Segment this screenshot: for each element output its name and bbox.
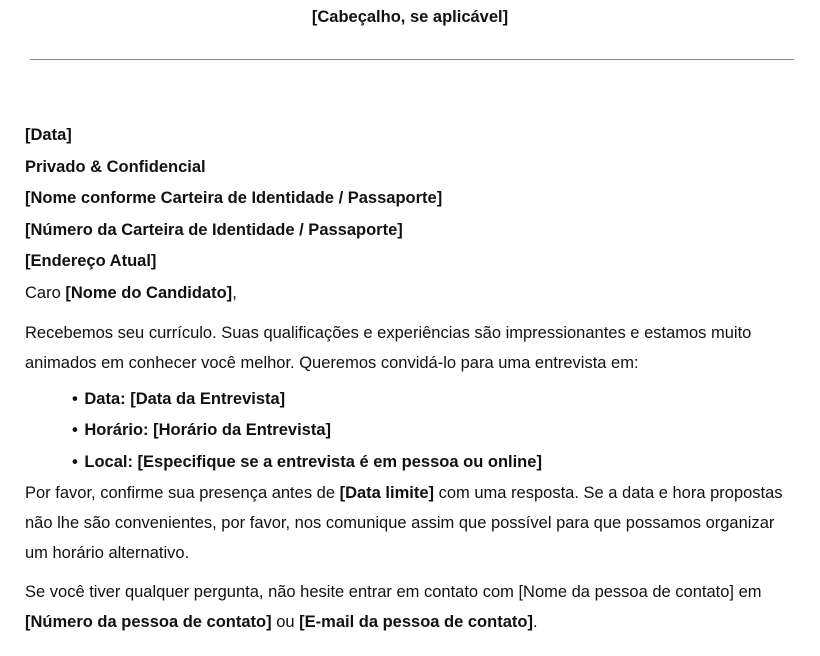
header-placeholder: [Cabeçalho, se aplicável] <box>311 8 509 26</box>
detail-time: Horário: [Horário da Entrevista] <box>84 421 332 440</box>
bullet-icon: • <box>72 452 78 471</box>
confirm-suffix: com uma resposta. Se a data e hora propostas não lhe são convenientes, por favor, nos comunique assim que possível para que possamos organizar um horário alternativo. <box>25 484 783 563</box>
greeting-suffix: , <box>232 283 237 302</box>
id-number-line: [Número da Carteira de Identidade / Passaporte] <box>25 220 403 239</box>
bullet-icon: • <box>72 421 78 440</box>
intro-paragraph: Recebemos seu currículo. Suas qualificações e experiências são impressionantes e estamos muito animados em conhecer você melhor. Queremos convidá-lo para uma entrevista em: <box>25 323 752 372</box>
contact-or: ou <box>271 613 300 632</box>
contact-paragraph <box>25 577 800 637</box>
contact-prefix: Se você tiver qualquer pergunta, não hesite entrar em contato com [Nome da pessoa de contato] em <box>25 583 762 602</box>
list-item <box>25 447 800 479</box>
letter-body <box>25 120 800 637</box>
contact-suffix: . <box>532 613 538 632</box>
list-item <box>25 384 800 416</box>
list-item <box>25 415 800 447</box>
header-divider <box>30 59 794 60</box>
date-line: [Data] <box>25 126 72 144</box>
greeting-prefix: Caro <box>25 283 66 302</box>
detail-location: Local: [Especifique se a entrevista é em pessoa ou online] <box>84 452 542 471</box>
candidate-name: [Nome do Candidato] <box>65 283 233 302</box>
greeting-line <box>25 278 800 310</box>
confidential-line: Privado & Confidencial <box>25 157 206 176</box>
deadline: [Data limite] <box>339 484 435 503</box>
detail-date: Data: [Data da Entrevista] <box>84 389 286 408</box>
confirm-prefix: Por favor, confirme sua presença antes de <box>25 484 340 503</box>
address-line: [Endereço Atual] <box>25 252 157 271</box>
interview-details-list <box>25 384 800 479</box>
name-id-line: [Nome conforme Carteira de Identidade / Passaporte] <box>25 189 443 208</box>
confirm-paragraph <box>25 478 800 568</box>
bullet-icon: • <box>72 389 78 408</box>
contact-phone: [Número da pessoa de contato] <box>25 613 272 632</box>
contact-email: [E-mail da pessoa de contato] <box>299 613 533 632</box>
